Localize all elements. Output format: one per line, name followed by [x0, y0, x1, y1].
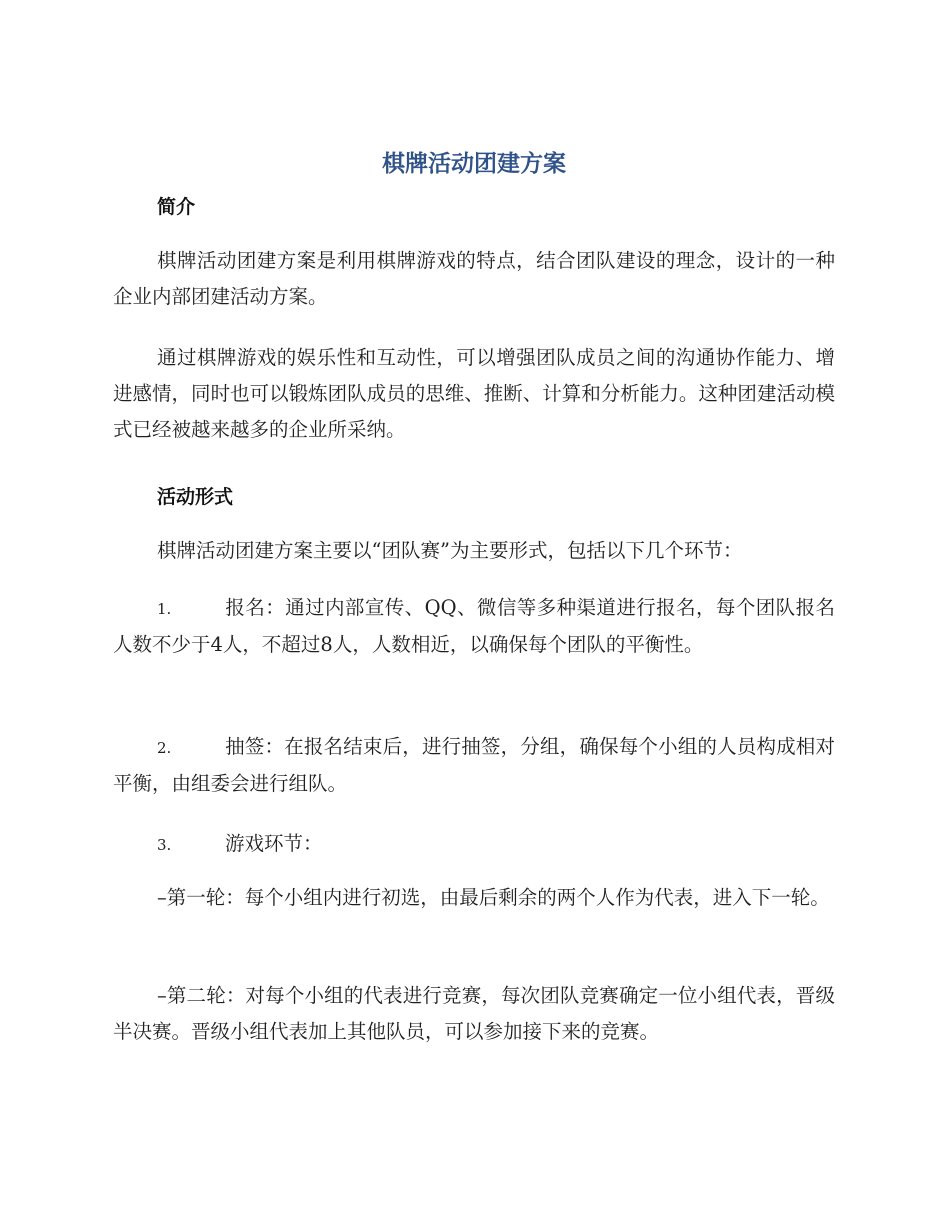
intro-paragraph-1: 棋牌活动团建方案是利用棋牌游戏的特点，结合团队建设的理念，设计的一种企业内部团建活动方案。 [113, 249, 835, 308]
list-item-text: 抽签：在报名结束后，进行抽签，分组，确保每个小组的人员构成相对平衡，由组委会进行组队。 [113, 735, 835, 795]
list-item-1 [113, 590, 835, 663]
list-item-2 [113, 729, 835, 802]
list-item-text: 报名：通过内部宣传、QQ、微信等多种渠道进行报名，每个团队报名人数不少于4人，不超过8人，人数相近，以确保每个团队的平衡性。 [113, 596, 835, 656]
list-item-text: 游戏环节： [225, 832, 323, 855]
list-number: 1. [157, 600, 172, 618]
section-heading-intro: 简介 [157, 196, 196, 218]
list-number: 2. [157, 739, 172, 757]
round-one-paragraph: –第一轮：每个小组内进行初选，由最后剩余的两个人作为代表，进入下一轮。 [157, 886, 830, 909]
intro-paragraph-2: 通过棋牌游戏的娱乐性和互动性，可以增强团队成员之间的沟通协作能力、增进感情，同时也可以锻炼团队成员的思维、推断、计算和分析能力。这种团建活动模式已经被越来越多的企业所采纳。 [113, 346, 835, 441]
list-number: 3. [157, 836, 172, 854]
round-two-paragraph: –第二轮：对每个小组的代表进行竞赛，每次团队竞赛确定一位小组代表，晋级半决赛。晋级小组代表加上其他队员，可以参加接下来的竞赛。 [113, 984, 835, 1043]
document-title: 棋牌活动团建方案 [382, 151, 566, 177]
section-heading-format: 活动形式 [157, 486, 234, 508]
list-item-3 [113, 826, 835, 863]
format-intro-paragraph: 棋牌活动团建方案主要以“团队赛”为主要形式，包括以下几个环节： [157, 539, 743, 562]
